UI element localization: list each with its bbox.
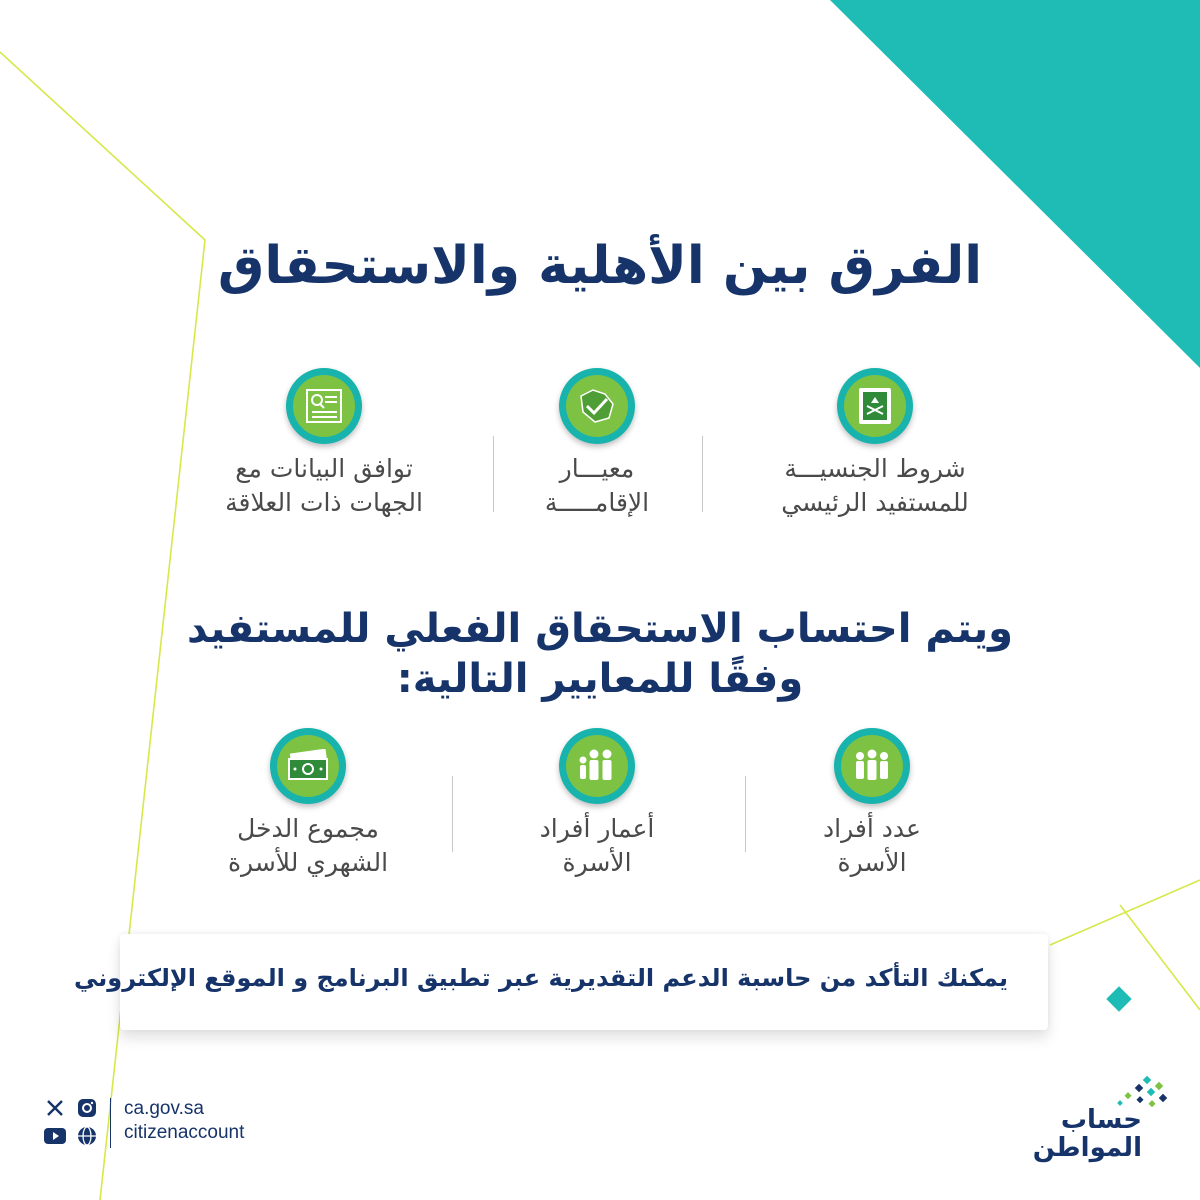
divider [493,436,494,512]
social-handle: citizenaccount [124,1122,245,1143]
criteria-label-line2: الأسرة [562,848,632,877]
eligibility-label-line2: الإقامـــــة [544,488,650,517]
eligibility-label-line2: للمستفيد الرئيسي [781,488,969,517]
data-document-search-icon [286,368,362,444]
globe-icon[interactable] [76,1125,98,1147]
criteria-label-line1: مجموع الدخل [237,814,379,843]
eligibility-label-line2: الجهات ذات العلاقة [225,488,423,517]
criteria-label-line2: الأسرة [837,848,907,877]
logo-line1: حساب [1060,1105,1142,1135]
teal-corner-shape [830,0,1200,368]
criteria-label-line2: الشهري للأسرة [227,848,389,877]
page-title: الفرق بين الأهلية والاستحقاق [217,236,983,296]
nationality-emblem-icon [837,368,913,444]
criteria-label-line1: أعمار أفراد [539,814,655,843]
divider [745,776,746,852]
criteria-item-family-ages [467,728,727,880]
eligibility-label-line1: معيـــار [559,454,635,483]
instagram-icon[interactable] [76,1097,98,1119]
residency-map-check-icon [559,368,635,444]
eligibility-item-nationality [745,368,1005,520]
lime-line-right-2 [1120,905,1200,1010]
eligibility-item-data-match [194,368,454,520]
family-members-icon [834,728,910,804]
eligibility-item-residency [467,368,727,520]
criteria-item-family-count [742,728,1002,880]
subtitle-line1: ويتم احتساب الاستحقاق الفعلي للمستفيد [187,606,1013,652]
banner-text: يمكنك التأكد من حاسبة الدعم التقديرية عبر تطبيق البرنامج و الموقع الإلكتروني [74,964,1008,992]
criteria-item-monthly-income [178,728,438,880]
logo-line2: المواطن [1032,1133,1142,1163]
criteria-subtitle [0,604,1200,704]
money-bills-icon [270,728,346,804]
family-ages-icon [559,728,635,804]
logo [1032,1075,1170,1165]
subtitle-line2: وفقًا للمعايير التالية: [396,656,804,702]
youtube-icon[interactable] [44,1125,66,1147]
teal-diamond [1106,986,1131,1011]
eligibility-label-line1: شروط الجنسيـــة [784,454,966,483]
x-icon[interactable] [44,1097,66,1119]
criteria-label-line1: عدد أفراد [823,814,921,843]
website-link[interactable]: ca.gov.sa [124,1098,204,1119]
calculator-banner [74,934,1048,1030]
eligibility-label-line1: توافق البيانات مع [235,454,413,483]
divider [452,776,453,852]
footer-divider [110,1098,111,1148]
